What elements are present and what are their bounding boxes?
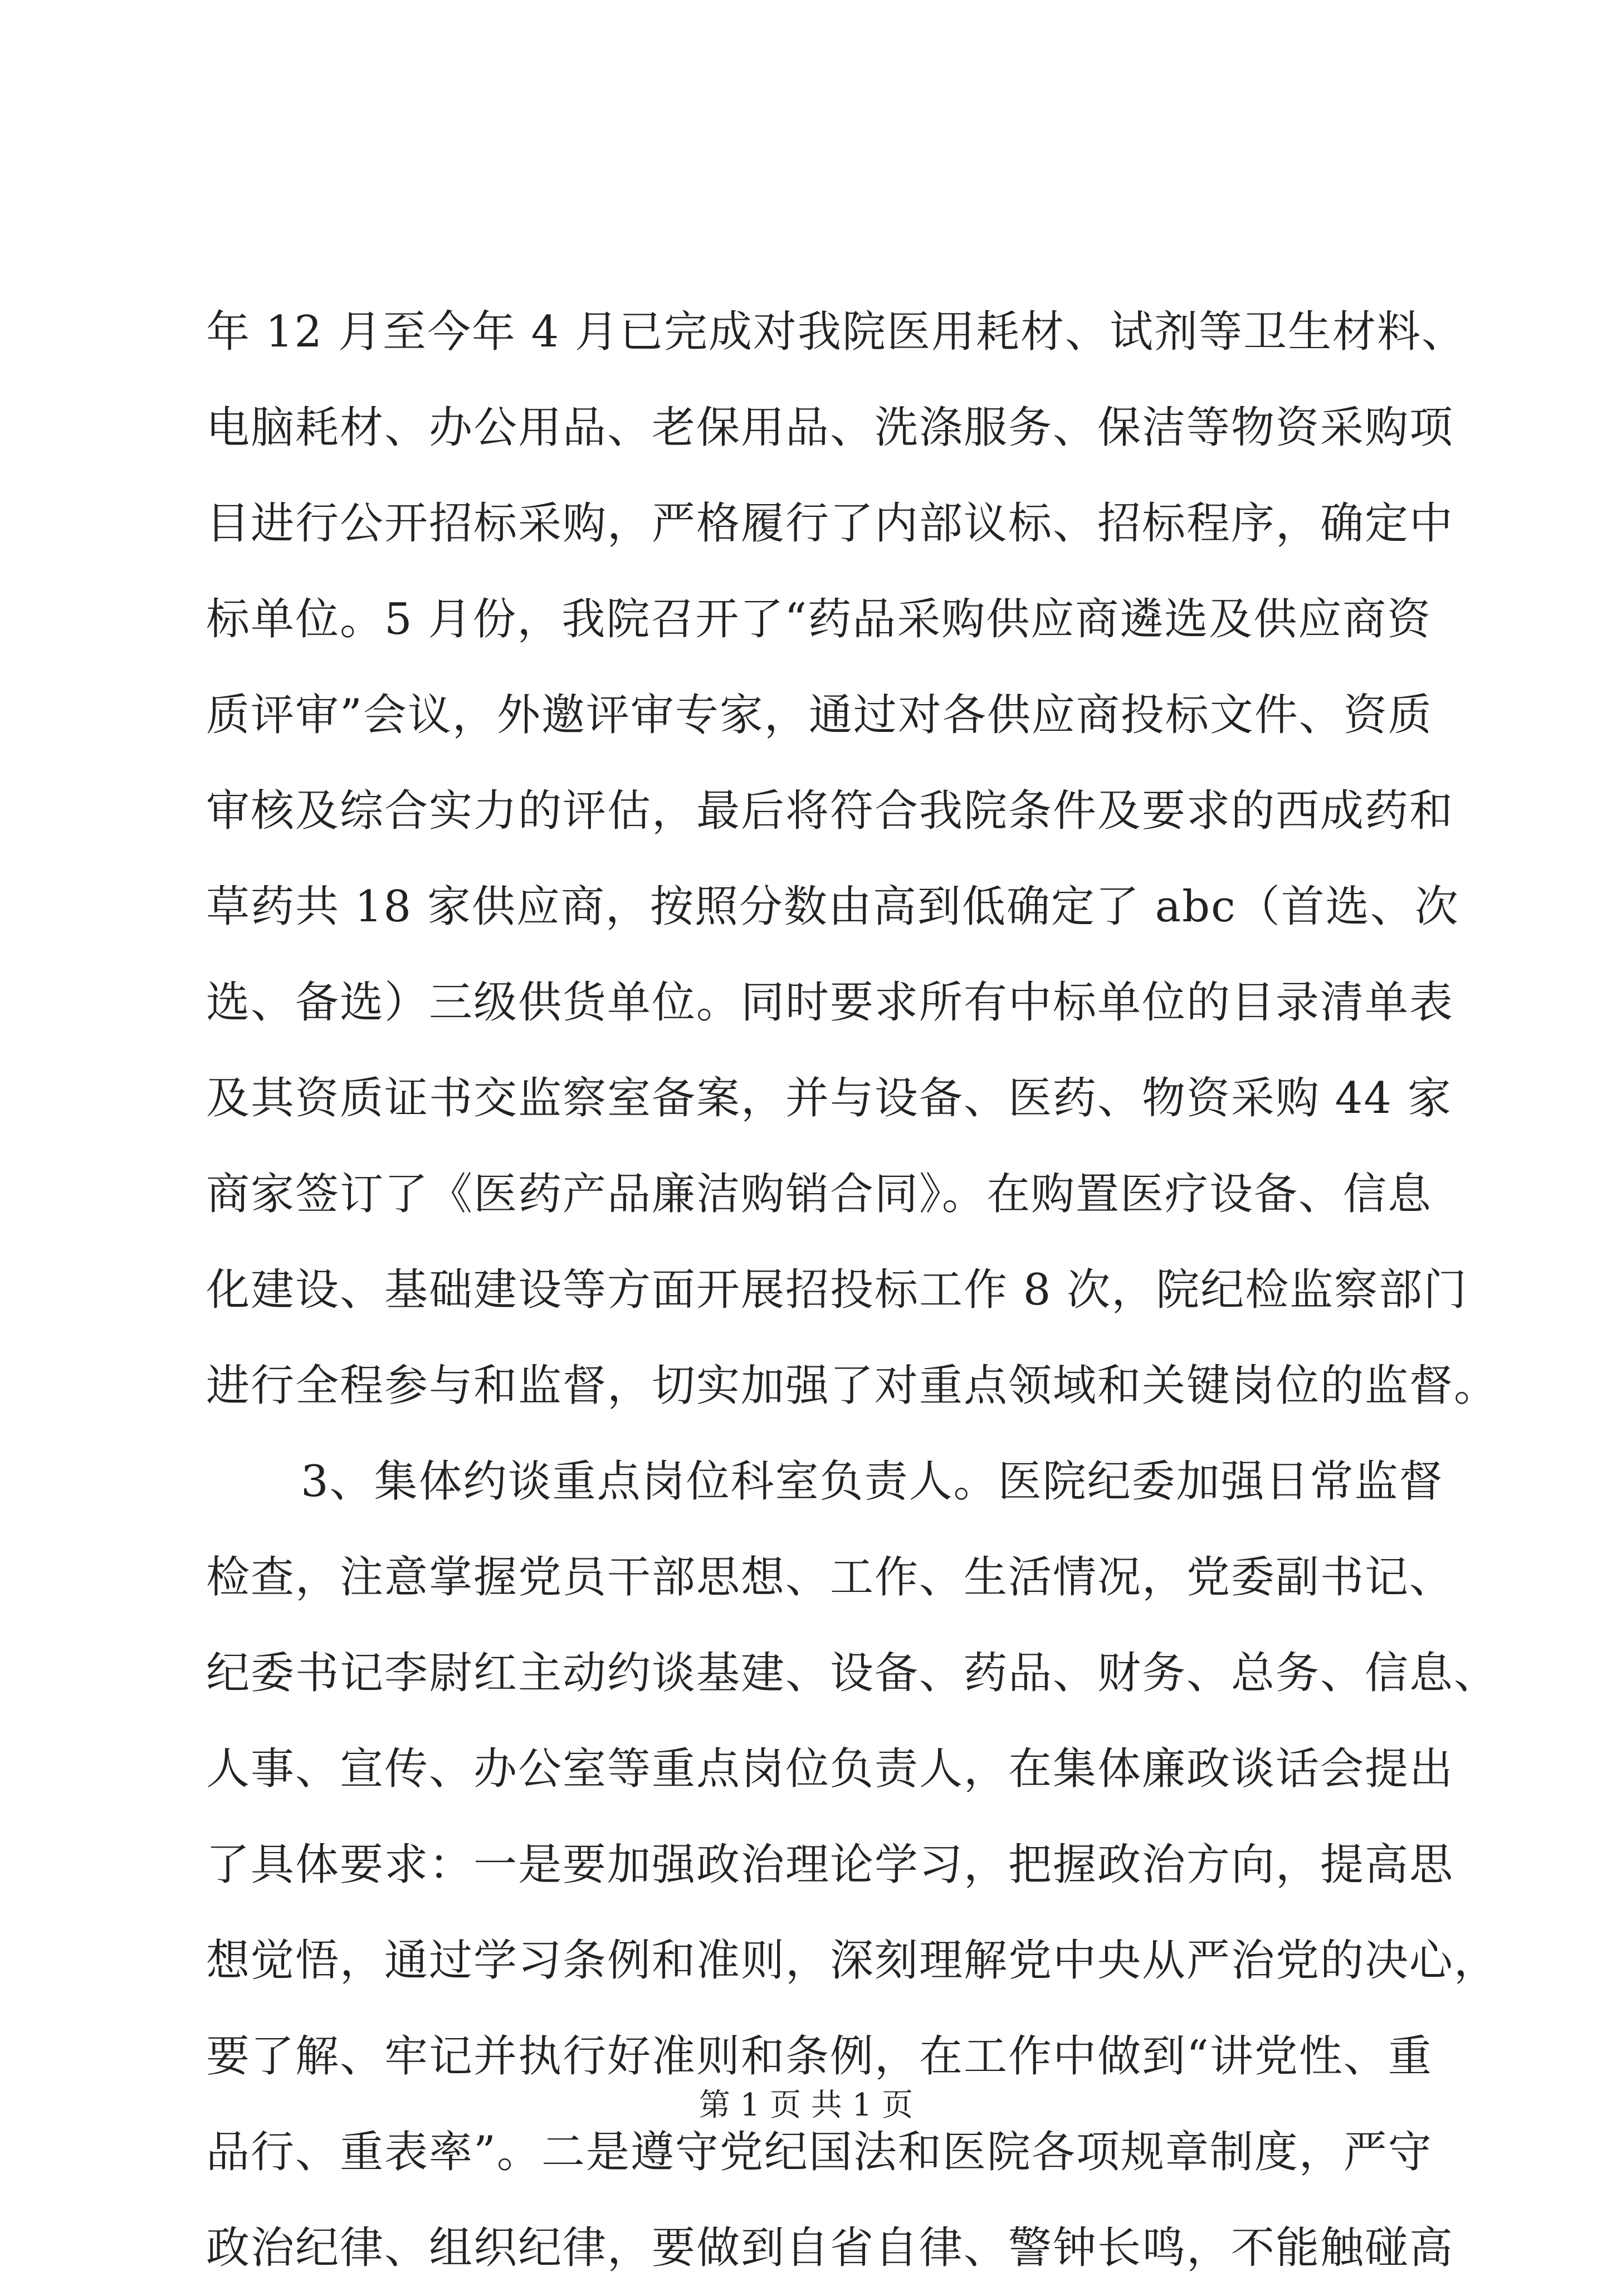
paragraph-1-line: 质评审”会议，外邀评审专家，通过对各供应商投标文件、资质 — [206, 690, 1433, 740]
paragraph-2-line: 纪委书记李尉红主动约谈基建、设备、药品、财务、总务、信息、 — [206, 1648, 1499, 1698]
paragraph-1-line: 化建设、基础建设等方面开展招投标工作 8 次，院纪检监察部门 — [206, 1265, 1468, 1315]
paragraph-1-line: 标单位。5 月份，我院召开了“药品采购供应商遴选及供应商资 — [206, 594, 1432, 644]
paragraph-2-line: 人事、宣传、办公室等重点岗位负责人，在集体廉政谈话会提出 — [206, 1744, 1454, 1794]
paragraph-2-line: 了具体要求：一是要加强政治理论学习，把握政治方向，提高思 — [206, 1840, 1454, 1890]
paragraph-1-line: 及其资质证书交监察室备案，并与设备、医药、物资采购 44 家 — [206, 1073, 1452, 1123]
paragraph-1-line: 目进行公开招标采购，严格履行了内部议标、招标程序，确定中 — [206, 499, 1454, 549]
paragraph-1-line: 选、备选）三级供货单位。同时要求所有中标单位的目录清单表 — [206, 978, 1454, 1028]
paragraph-1-line: 审核及综合实力的评估，最后将符合我院条件及要求的西成药和 — [206, 786, 1454, 836]
page-number: 第 1 页 共 1 页 — [698, 2087, 914, 2123]
paragraph-1-line: 草药共 18 家供应商，按照分数由高到低确定了 abc（首选、次 — [206, 882, 1459, 932]
paragraph-2-line: 检查，注意掌握党员干部思想、工作、生活情况，党委副书记、 — [206, 1552, 1454, 1603]
paragraph-1-line: 电脑耗材、办公用品、老保用品、洗涤服务、保洁等物资采购项 — [206, 403, 1454, 453]
paragraph-2-line: 品行、重表率”。二是遵守党纪国法和医院各项规章制度，严守 — [206, 2127, 1433, 2177]
paragraph-2-line: 政治纪律、组织纪律，要做到自省自律、警钟长鸣，不能触碰高 — [206, 2223, 1454, 2273]
paragraph-2-line: 要了解、牢记并执行好准则和条例，在工作中做到“讲党性、重 — [206, 2031, 1433, 2082]
paragraph-1-line: 商家签订了《医药产品廉洁购销合同》。在购置医疗设备、信息 — [206, 1169, 1433, 1219]
paragraph-1 — [206, 284, 1499, 1434]
paragraph-1-line: 年 12 月至今年 4 月已完成对我院医用耗材、试剂等卫生材料、 — [206, 307, 1467, 357]
paragraph-2 — [206, 1434, 1499, 2296]
page-footer — [0, 2086, 1612, 2125]
paragraph-2-line: 3、集体约谈重点岗位科室负责人。医院纪委加强日常监督 — [301, 1457, 1444, 1507]
paragraph-2-line: 想觉悟，通过学习条例和准则，深刻理解党中央从严治党的决心， — [206, 1936, 1499, 1986]
paragraph-1-line: 进行全程参与和监督，切实加强了对重点领域和关键岗位的监督。 — [206, 1361, 1499, 1411]
document-body — [206, 284, 1499, 2296]
